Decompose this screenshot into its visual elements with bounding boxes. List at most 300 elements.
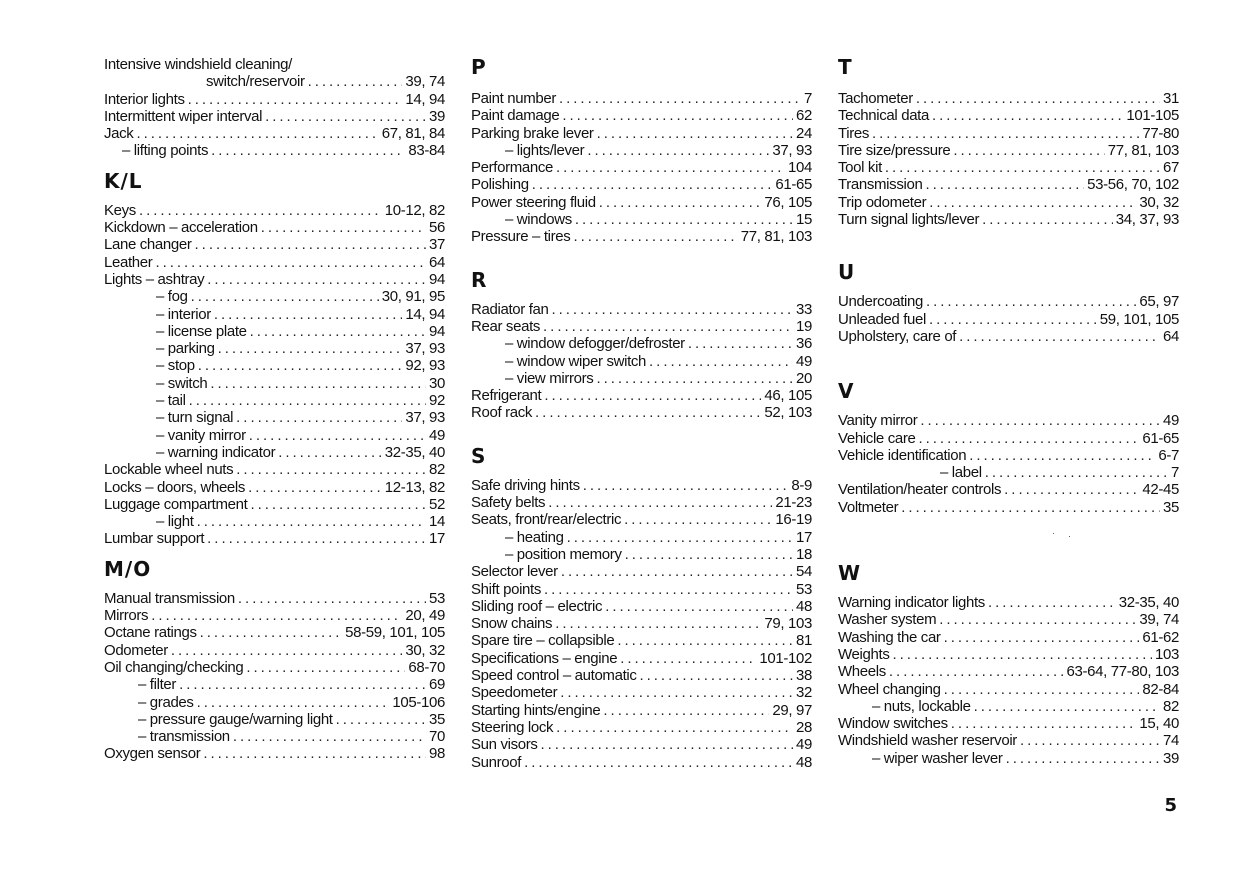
dot-leader [1020,732,1160,749]
dot-leader [556,719,793,736]
index-entry-page-ref: 39 [429,107,445,125]
index-entry [104,694,445,711]
dot-leader [926,293,1136,310]
dot-leader [136,125,378,142]
index-entry [104,236,445,253]
index-entry [471,632,812,649]
index-entry [104,125,445,142]
index-entry [104,479,445,496]
dot-leader [210,375,426,392]
index-entry-label: Unleaded fuel [838,310,927,328]
index-entry-label: Jack [104,125,134,143]
index-entry-page-ref: 81 [796,632,812,650]
index-entry-page-ref: 15, 40 [1139,715,1179,733]
index-entry [104,745,445,762]
index-entry-label: – lights/lever [505,141,585,159]
section-letter-heading: M/O [104,556,152,581]
dot-leader [872,125,1139,142]
index-entry-label: Washing the car [838,628,941,646]
index-entry [471,387,812,404]
index-entry-label: Snow chains [471,615,553,633]
index-entry-label: Warning indicator lights [838,594,985,612]
index-entry-label: – nuts, lockable [872,697,971,715]
dot-leader [575,211,793,228]
index-entry-label: Paint number [471,90,557,107]
index-entry-page-ref: 83-84 [408,142,445,160]
index-entry-page-ref: 35 [1163,498,1179,516]
index-entry-label: – lifting points [122,142,209,160]
index-column-1 [104,56,445,763]
dot-leader [920,412,1160,429]
dot-leader [198,357,403,374]
index-entry-label: Lumbar support [104,530,205,548]
index-entry-label: Spare tire – collapsible [471,632,615,650]
index-entry [471,511,812,528]
index-entry-page-ref: 37, 93 [405,340,445,358]
dot-leader [541,736,793,753]
index-entry-label: Oxygen sensor [104,745,201,763]
index-entry-page-ref: 12-13, 82 [384,478,445,496]
dot-leader [925,176,1084,193]
index-entry [104,392,445,409]
index-entry [104,56,445,73]
dot-leader [625,546,793,563]
index-entry-label: Paint damage [471,107,560,125]
section-letter-heading: S [471,443,487,468]
index-entry-label: – window defogger/defroster [505,335,685,353]
index-entry-label: Polishing [471,176,529,194]
index-entry-page-ref: 39, 74 [405,73,445,91]
index-entry [104,108,445,125]
index-entry [838,311,1179,328]
index-entry-page-ref: 103 [1155,645,1179,663]
index-entry-page-ref: 6-7 [1158,446,1179,464]
index-entry [471,318,812,335]
index-entry [104,357,445,374]
index-entry-page-ref: 49 [429,426,445,444]
index-entry-page-ref: 105-106 [392,693,445,711]
index-entry [471,301,812,318]
index-entry-label: – grades [138,693,194,711]
index-entry-page-ref: 29, 97 [772,701,812,719]
index-entry [838,715,1179,732]
index-entry-page-ref: 59, 101, 105 [1099,310,1179,328]
index-entry [838,293,1179,310]
dot-leader [562,107,793,124]
index-entry-label: Window switches [838,715,948,733]
index-entry [104,202,445,219]
index-entry-page-ref: 101-102 [759,649,812,667]
index-entry [471,176,812,193]
section-letter-heading: U [838,260,856,285]
index-entry [838,328,1179,345]
index-entry-page-ref: 101-105 [1126,107,1179,125]
index-entry-label: Weights [838,645,890,663]
dot-leader [573,228,737,245]
index-entry-page-ref: 67, 81, 84 [381,125,445,143]
index-entry-page-ref: 15 [796,211,812,229]
index-entry-page-ref: 64 [1163,327,1179,345]
spacer [838,368,1179,380]
dot-leader [207,271,426,288]
index-entry [471,228,812,245]
index-entry-label: – view mirrors [505,369,594,387]
index-entry [838,430,1179,447]
index-entry-page-ref: 7 [804,90,812,107]
index-entry [471,615,812,632]
section-letter-heading: V [838,379,855,404]
index-entry [838,750,1179,767]
index-entry-page-ref: 64 [429,253,445,271]
index-entry [104,73,445,90]
dot-leader [944,681,1140,698]
spacer [104,160,445,170]
index-entry [471,404,812,421]
index-entry-page-ref: 37, 93 [405,409,445,427]
index-entry-page-ref: 82 [429,461,445,479]
index-entry [104,306,445,323]
index-entry-page-ref: 10-12, 82 [384,201,445,219]
dot-leader [640,667,793,684]
dot-leader [561,563,793,580]
dot-leader [207,530,426,547]
index-entry-label: Odometer [104,641,168,659]
index-entry-page-ref: 17 [429,530,445,548]
index-column-2 [471,56,812,771]
dot-leader [620,650,756,667]
index-entry-page-ref: 48 [796,753,812,771]
index-entry [838,412,1179,429]
dot-leader [200,624,343,641]
dot-leader [203,745,426,762]
index-entry [838,464,1179,481]
index-entry [104,271,445,288]
index-entry-label: Oil changing/checking [104,658,244,676]
index-entry [471,719,812,736]
index-entry-label: Selector lever [471,563,558,581]
dot-leader [548,494,772,511]
index-entry [838,663,1179,680]
index-entry-page-ref: 77, 81, 103 [1107,141,1179,159]
index-entry [838,681,1179,698]
dot-leader [567,529,793,546]
index-entry [471,477,812,494]
index-entry-page-ref: 74 [1163,732,1179,750]
index-entry-label: – warning indicator [156,443,276,461]
index-entry-label: Tachometer [838,90,913,107]
index-entry-label: Transmission [838,176,923,194]
index-entry-label: Manual transmission [104,589,235,607]
section-letter-heading: P [471,55,487,79]
dot-leader [155,254,426,271]
index-entry-page-ref: 39 [1163,749,1179,767]
index-entry [471,159,812,176]
dot-leader [191,288,379,305]
index-entry-label: Safety belts [471,494,546,512]
spacer [838,539,1179,562]
index-entry [104,676,445,693]
index-entry-label: Tires [838,124,870,142]
index-entry [104,530,445,547]
index-entry [104,323,445,340]
index-entry-page-ref: 42-45 [1142,481,1179,499]
index-entry [104,624,445,641]
dot-leader [211,142,405,159]
index-entry-page-ref: 98 [429,745,445,763]
index-entry [838,107,1179,124]
index-entry-page-ref: 14, 94 [405,90,445,108]
spacer [838,251,1179,261]
spacer [471,246,812,269]
index-entry-label: Sunroof [471,753,522,771]
index-entry-label: – license plate [156,322,247,340]
index-entry-page-ref: 92 [429,392,445,410]
index-entry [838,611,1179,628]
index-entry-label: – filter [138,676,177,694]
index-entry [838,211,1179,228]
index-entry-page-ref: 28 [796,718,812,736]
dot-leader [308,73,403,90]
spacer [838,345,1179,368]
dot-leader [649,353,793,370]
index-entry-label: – heating [505,528,564,546]
index-entry [471,754,812,771]
spacer [838,78,1179,90]
dot-leader [974,698,1160,715]
dot-leader [599,194,762,211]
dot-leader [151,607,402,624]
index-entry-label: Washer system [838,611,937,629]
index-entry-page-ref: 79, 103 [764,615,812,633]
index-entry [838,594,1179,611]
spacer [471,467,812,477]
index-entry-page-ref: 35 [429,710,445,728]
dot-leader [885,159,1160,176]
scan-speck: · [1068,531,1071,541]
spacer [471,78,812,90]
dot-leader [249,427,426,444]
dot-leader [559,90,801,107]
dot-leader [214,306,403,323]
index-entry-page-ref: 30 [429,374,445,392]
dot-leader [603,702,769,719]
dot-leader [218,340,403,357]
index-entry-label: Voltmeter [838,498,899,516]
dot-leader [560,684,793,701]
index-entry-page-ref: 30, 32 [405,641,445,659]
dot-leader [985,464,1168,481]
dot-leader [988,594,1116,611]
index-entry-label: – label [940,464,982,482]
index-entry [104,219,445,236]
spacer [471,291,812,301]
index-entry [471,353,812,370]
dot-leader [982,211,1113,228]
index-entry-label: Starting hints/engine [471,701,601,719]
spacer [838,402,1179,412]
index-entry [471,125,812,142]
section-letter-heading: K/L [104,168,143,193]
index-entry-page-ref: 34, 37, 93 [1115,211,1179,229]
index-entry-label: Lane changer [104,236,192,254]
index-entry [471,598,812,615]
index-entry-label: Intermittent wiper interval [104,107,263,125]
dot-leader [555,615,761,632]
index-entry-label: Vehicle care [838,429,916,447]
index-entry [104,375,445,392]
index-entry [104,607,445,624]
index-entry-label: – pressure gauge/warning light [138,710,333,728]
index-entry-page-ref: 61-65 [775,176,812,194]
index-entry [838,159,1179,176]
index-entry-page-ref: 77-80 [1142,124,1179,142]
index-entry-label: – position memory [505,545,622,563]
index-entry-page-ref: 52, 103 [764,404,812,422]
index-entry-page-ref: 82-84 [1142,680,1179,698]
index-entry-label: Lockable wheel nuts [104,461,234,479]
index-entry [838,447,1179,464]
index-entry-label: Tire size/pressure [838,141,951,159]
dot-leader [236,461,426,478]
dot-leader [250,496,426,513]
dot-leader [932,107,1123,124]
index-entry-page-ref: 30, 91, 95 [381,288,445,306]
index-column-3 [838,56,1179,767]
index-entry-label: Specifications – engine [471,649,618,667]
index-entry-page-ref: 70 [429,728,445,746]
index-entry-page-ref: 94 [429,270,445,288]
index-entry-page-ref: 67 [1163,159,1179,177]
index-entry [104,409,445,426]
dot-leader [179,676,426,693]
index-entry-label: Undercoating [838,293,924,311]
index-entry-label: – parking [156,340,215,358]
dot-leader [596,370,793,387]
dot-leader [587,142,769,159]
index-entry [471,194,812,211]
index-entry-page-ref: 39, 74 [1139,611,1179,629]
dot-leader [552,301,793,318]
dot-leader [524,754,793,771]
index-entry [838,629,1179,646]
index-entry-label: Radiator fan [471,300,549,318]
index-entry [104,444,445,461]
dot-leader [901,499,1160,516]
index-entry-label: Interior lights [104,90,185,108]
index-entry-label: Pressure – tires [471,228,571,246]
index-entry [838,481,1179,498]
index-entry-page-ref: 82 [1163,697,1179,715]
index-entry-page-ref: 24 [796,124,812,142]
spacer [104,192,445,202]
index-entry-page-ref: 37, 93 [772,141,812,159]
index-entry-label: Turn signal lights/lever [838,211,980,229]
index-entry-page-ref: 20, 49 [405,607,445,625]
index-entry-label: Sliding roof – electric [471,597,603,615]
index-entry-label: Octane ratings [104,624,197,642]
dot-leader [197,513,426,530]
spacer [838,516,1179,539]
scan-speck: · [1052,528,1055,538]
index-entry-page-ref: 31 [1163,90,1179,107]
index-entry-label: Keys [104,201,136,219]
index-entry [104,513,445,530]
dot-leader [944,629,1140,646]
index-entry-label: Performance [471,159,554,177]
dot-leader [617,632,793,649]
index-entry [471,563,812,580]
index-entry-page-ref: 63-64, 77-80, 103 [1066,663,1179,681]
index-entry [471,90,812,107]
index-entry-label: switch/reservoir [206,73,305,91]
index-entry-page-ref: 58-59, 101, 105 [345,624,445,642]
dot-leader [189,392,426,409]
index-entry-label: Safe driving hints [471,476,580,494]
spacer [471,422,812,445]
index-entry-page-ref: 8-9 [791,476,812,494]
dot-leader [544,387,761,404]
index-entry-page-ref: 61-65 [1142,429,1179,447]
page-number: 5 [1164,795,1177,816]
index-entry-page-ref: 76, 105 [764,193,812,211]
dot-leader [1006,750,1160,767]
index-entry [104,659,445,676]
index-entry-label: Luggage compartment [104,495,248,513]
dot-leader [953,142,1104,159]
dot-leader [889,663,1064,680]
dot-leader [544,581,793,598]
index-entry-page-ref: 32-35, 40 [384,443,445,461]
index-entry-label: Speedometer [471,684,558,702]
dot-leader [688,335,793,352]
spacer [104,548,445,558]
index-entry [838,125,1179,142]
index-entry-page-ref: 19 [796,317,812,335]
index-entry-label: Tool kit [838,159,882,177]
index-entry-label: – tail [156,392,186,410]
index-entry-page-ref: 69 [429,676,445,694]
index-entry-label: – windows [505,211,572,229]
dot-leader [556,159,785,176]
index-entry [471,667,812,684]
index-entry [471,494,812,511]
index-entry-page-ref: 104 [788,159,812,177]
index-entry-label: Ventilation/heater controls [838,481,1002,499]
dot-leader [892,646,1152,663]
index-entry-page-ref: 17 [796,528,812,546]
index-entry [471,684,812,701]
index-entry-page-ref: 14, 94 [405,305,445,323]
index-entry-label: Rear seats [471,317,541,335]
index-entry-label: Parking brake lever [471,124,594,142]
index-entry-page-ref: 53-56, 70, 102 [1087,176,1179,194]
index-entry [838,194,1179,211]
index-entry-page-ref: 30, 32 [1139,193,1179,211]
index-entry [838,176,1179,193]
index-entry [471,370,812,387]
index-entry-page-ref: 36 [796,335,812,353]
index-entry-label: Wheels [838,663,886,681]
dot-leader [278,444,382,461]
dot-leader [929,311,1097,328]
index-entry-label: Wheel changing [838,680,941,698]
index-entry-label: – window wiper switch [505,352,647,370]
index-entry-label: – fog [156,288,188,306]
index-entry-page-ref: 53 [796,580,812,598]
index-entry [104,590,445,607]
index-entry-label: Speed control – automatic [471,667,637,685]
index-entry-label: – interior [156,305,211,323]
